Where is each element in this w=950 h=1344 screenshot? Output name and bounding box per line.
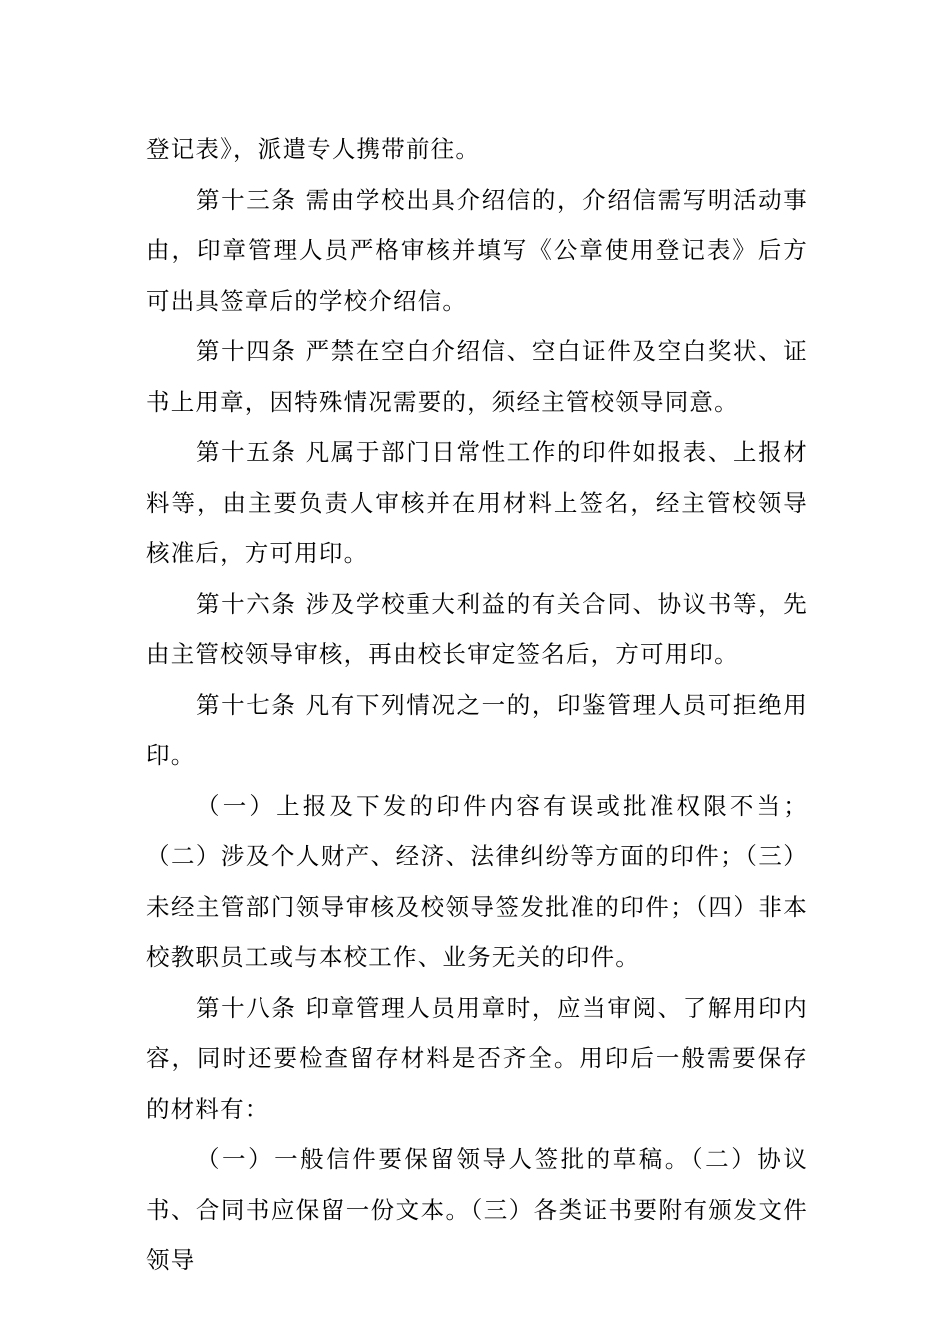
paragraph-article-18-items: （一）一般信件要保留领导人签批的草稿。（二）协议书、合同书应保留一份文本。（三）各类证书要附有颁发文件领导: [146, 1145, 808, 1274]
paragraph-article-17: 第十七条 凡有下列情况之一的，印鉴管理人员可拒绝用印。: [146, 690, 808, 769]
paragraph-article-16: 第十六条 涉及学校重大利益的有关合同、协议书等，先由主管校领导审核，再由校长审定签名后，方可用印。: [146, 589, 808, 668]
paragraph-article-15: 第十五条 凡属于部门日常性工作的印件如报表、上报材料等，由主要负责人审核并在用材料上签名，经主管校领导核准后，方可用印。: [146, 438, 808, 567]
document-body: [146, 124, 808, 1286]
paragraph-continuation: 登记表》，派遣专人携带前往。: [146, 135, 481, 163]
paragraph-article-17-items: （一）上报及下发的印件内容有误或批准权限不当；（二）涉及个人财产、经济、法律纠纷等方面的印件；（三）未经主管部门领导审核及校领导签发批准的印件；（四）非本校教职员工或与本校工作、业务无关的印件。: [146, 791, 808, 971]
paragraph-article-18: 第十八条 印章管理人员用章时，应当审阅、了解用印内容，同时还要检查留存材料是否齐全。用印后一般需要保存的材料有：: [146, 993, 808, 1123]
paragraph-article-13: 第十三条 需由学校出具介绍信的，介绍信需写明活动事由，印章管理人员严格审核并填写《公章使用登记表》后方可出具签章后的学校介绍信。: [146, 185, 808, 315]
paragraph-article-14: 第十四条 严禁在空白介绍信、空白证件及空白奖状、证书上用章，因特殊情况需要的，须经主管校领导同意。: [146, 337, 808, 416]
